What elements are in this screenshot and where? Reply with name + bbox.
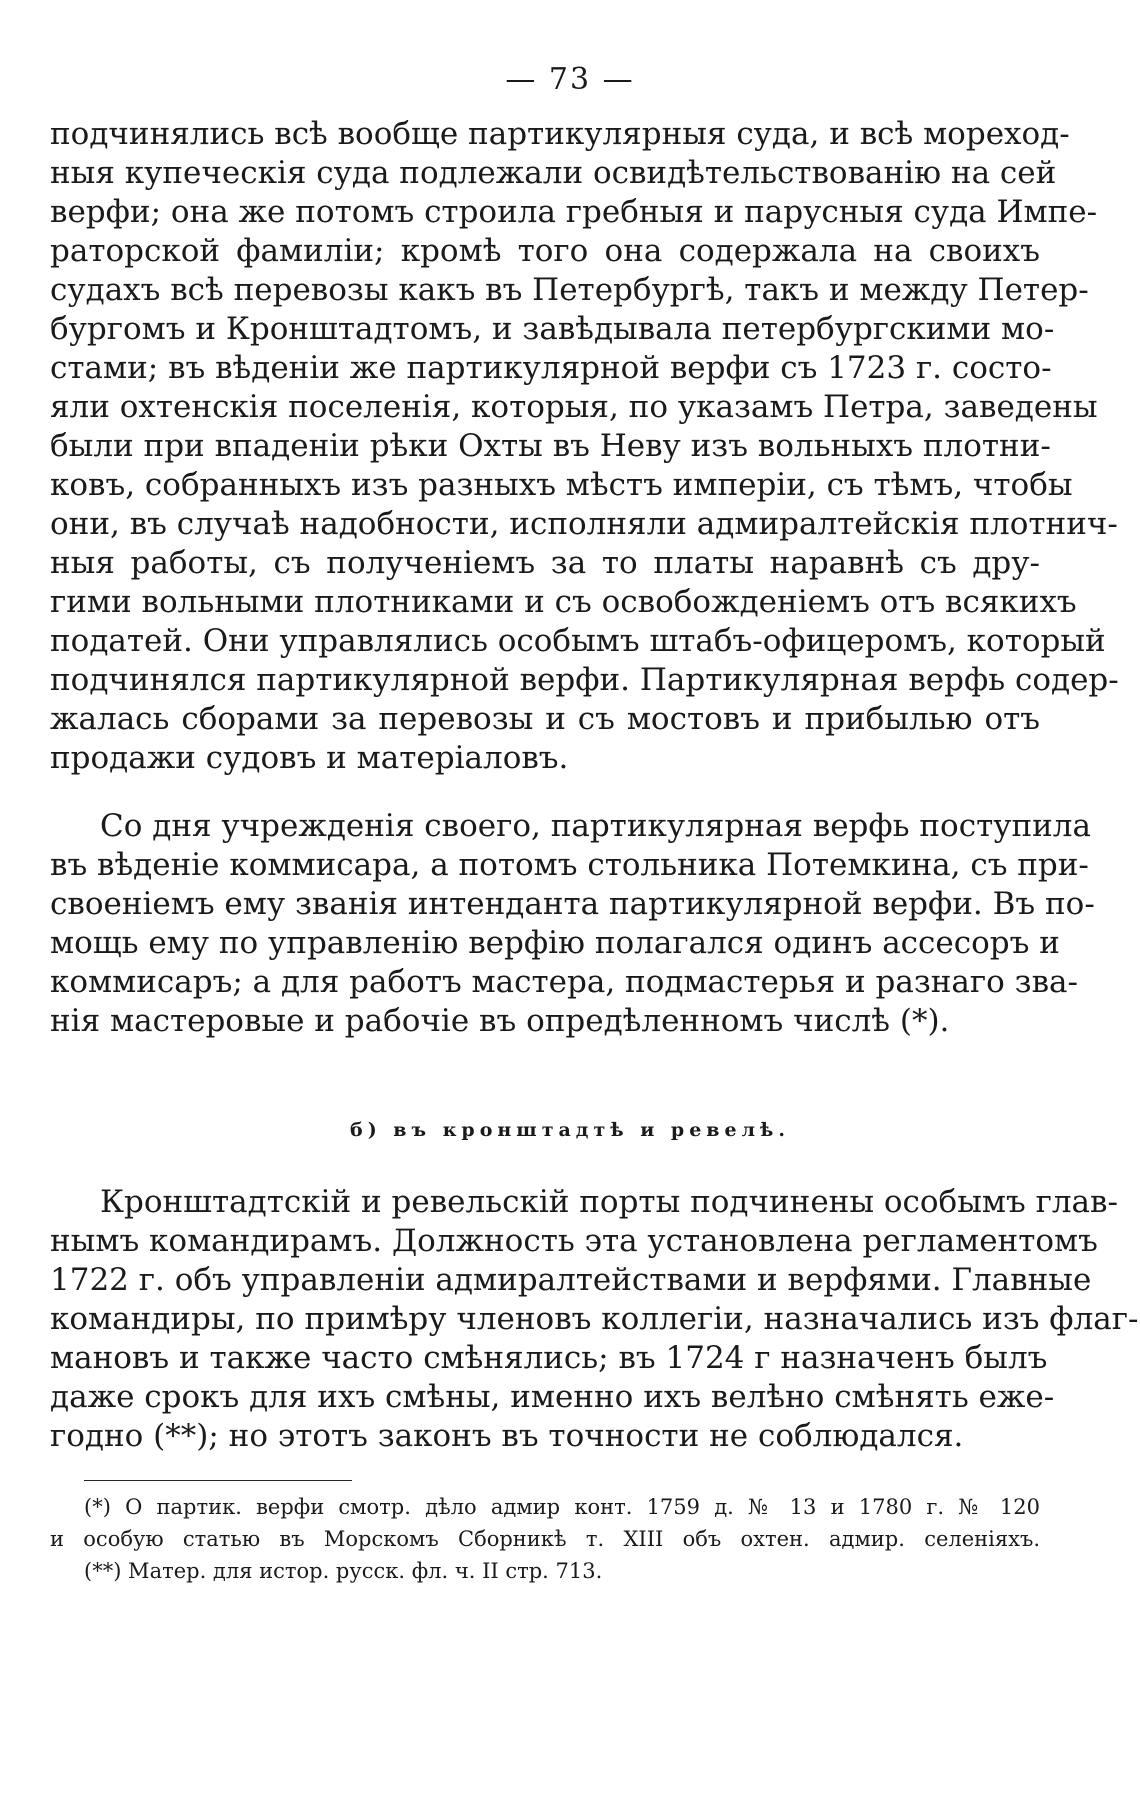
paragraph-3-line: командиры, по примѣру членовъ коллегіи, назначались изъ флаг- [50, 1301, 1139, 1337]
paragraph-3-line: нымъ командирамъ. Должность эта установлена регламентомъ [50, 1223, 1098, 1259]
paragraph-1-line: податей. Они управлялись особымъ штабъ-офицеромъ, который [50, 623, 1106, 659]
footnote-line: (**) Матер. для истор. русск. фл. ч. II стр. 713. [84, 1559, 603, 1583]
paragraph-2-line: въ вѣденіе коммисара, а потомъ стольника Потемкина, съ при- [50, 847, 1089, 883]
paragraph-3-line: даже срокъ для ихъ смѣны, именно ихъ велѣно смѣнять еже- [50, 1379, 1055, 1415]
paragraph-3-line: 1722 г. объ управленіи адмиралтействами и верфями. Главные [50, 1262, 1092, 1298]
paragraph-1-line: гими вольными плотниками и съ освобожденіемъ отъ всякихъ [50, 584, 1077, 620]
paragraph-1-line: продажи судовъ и матеріаловъ. [50, 740, 569, 776]
paragraph-3-line: годно (**); но этотъ законъ въ точности не соблюдался. [50, 1418, 964, 1454]
paragraph-1-line: стами; въ вѣденіи же партикулярной верфи съ 1723 г. состо- [50, 350, 1052, 386]
section-heading: б) въ кронштадтѣ и ревелѣ. [350, 1119, 790, 1141]
paragraph-1-line: раторской фамиліи; кромѣ того она содержала на своихъ [50, 233, 1040, 269]
paragraph-1-line: яли охтенскія поселенія, которыя, по указамъ Петра, заведены [50, 389, 1098, 425]
paragraph-1-line: судахъ всѣ перевозы какъ въ Петербургѣ, такъ и между Петер- [50, 272, 1089, 308]
paragraph-3-line: Кронштадтскій и ревельскій порты подчинены особымъ глав- [100, 1184, 1118, 1220]
page-number: — 73 — [505, 62, 635, 97]
paragraph-1-line: они, въ случаѣ надобности, исполняли адмиралтейскія плотнич- [50, 506, 1118, 542]
paragraph-1-line: подчинялся партикулярной верфи. Партикулярная верфь содер- [50, 662, 1119, 698]
paragraph-2-line: своеніемъ ему званія интенданта партикулярной верфи. Въ по- [50, 886, 1095, 922]
paragraph-2-line: нія мастеровые и рабочіе въ опредѣленномъ числѣ (*). [50, 1003, 950, 1039]
paragraph-1-line: ковъ, собранныхъ изъ разныхъ мѣстъ имперіи, съ тѣмъ, чтобы [50, 467, 1073, 503]
paragraph-1-line: жалась сборами за перевозы и съ мостовъ и прибылью отъ [50, 701, 1040, 737]
paragraph-3-line: мановъ и также часто смѣнялись; въ 1724 г назначенъ былъ [50, 1340, 1048, 1376]
paragraph-2-line: коммисаръ; а для работъ мастера, подмастерья и разнаго зва- [50, 964, 1078, 1000]
paragraph-1-line: ныя работы, съ полученіемъ за то платы наравнѣ съ дру- [50, 545, 1040, 581]
paragraph-2-line: Со дня учрежденія своего, партикулярная верфь поступила [100, 808, 1091, 844]
paragraph-1-line: верфи; она же потомъ строила гребныя и парусныя суда Импе- [50, 194, 1098, 230]
paragraph-2-line: мощь ему по управленію верфію полагался одинъ ассесоръ и [50, 925, 1060, 961]
paragraph-1-line: ныя купеческія суда подлежали освидѣтельствованію на сей [50, 155, 1057, 191]
footnote-line: (*) О партик. верфи смотр. дѣло адмир конт. 1759 д. № 13 и 1780 г. № 120 [84, 1495, 1040, 1519]
paragraph-1-line: были при впаденіи рѣки Охты въ Неву изъ вольныхъ плотни- [50, 428, 1051, 464]
footnote-line: и особую статью въ Морскомъ Сборникѣ т. XIII объ охтен. адмир. селеніяхъ. [50, 1527, 1040, 1551]
footnote-divider [84, 1480, 352, 1481]
paragraph-1-line: подчинялись всѣ вообще партикулярныя суда, и всѣ мореход- [50, 116, 1070, 152]
paragraph-1-line: бургомъ и Кронштадтомъ, и завѣдывала петербургскими мо- [50, 311, 1055, 347]
